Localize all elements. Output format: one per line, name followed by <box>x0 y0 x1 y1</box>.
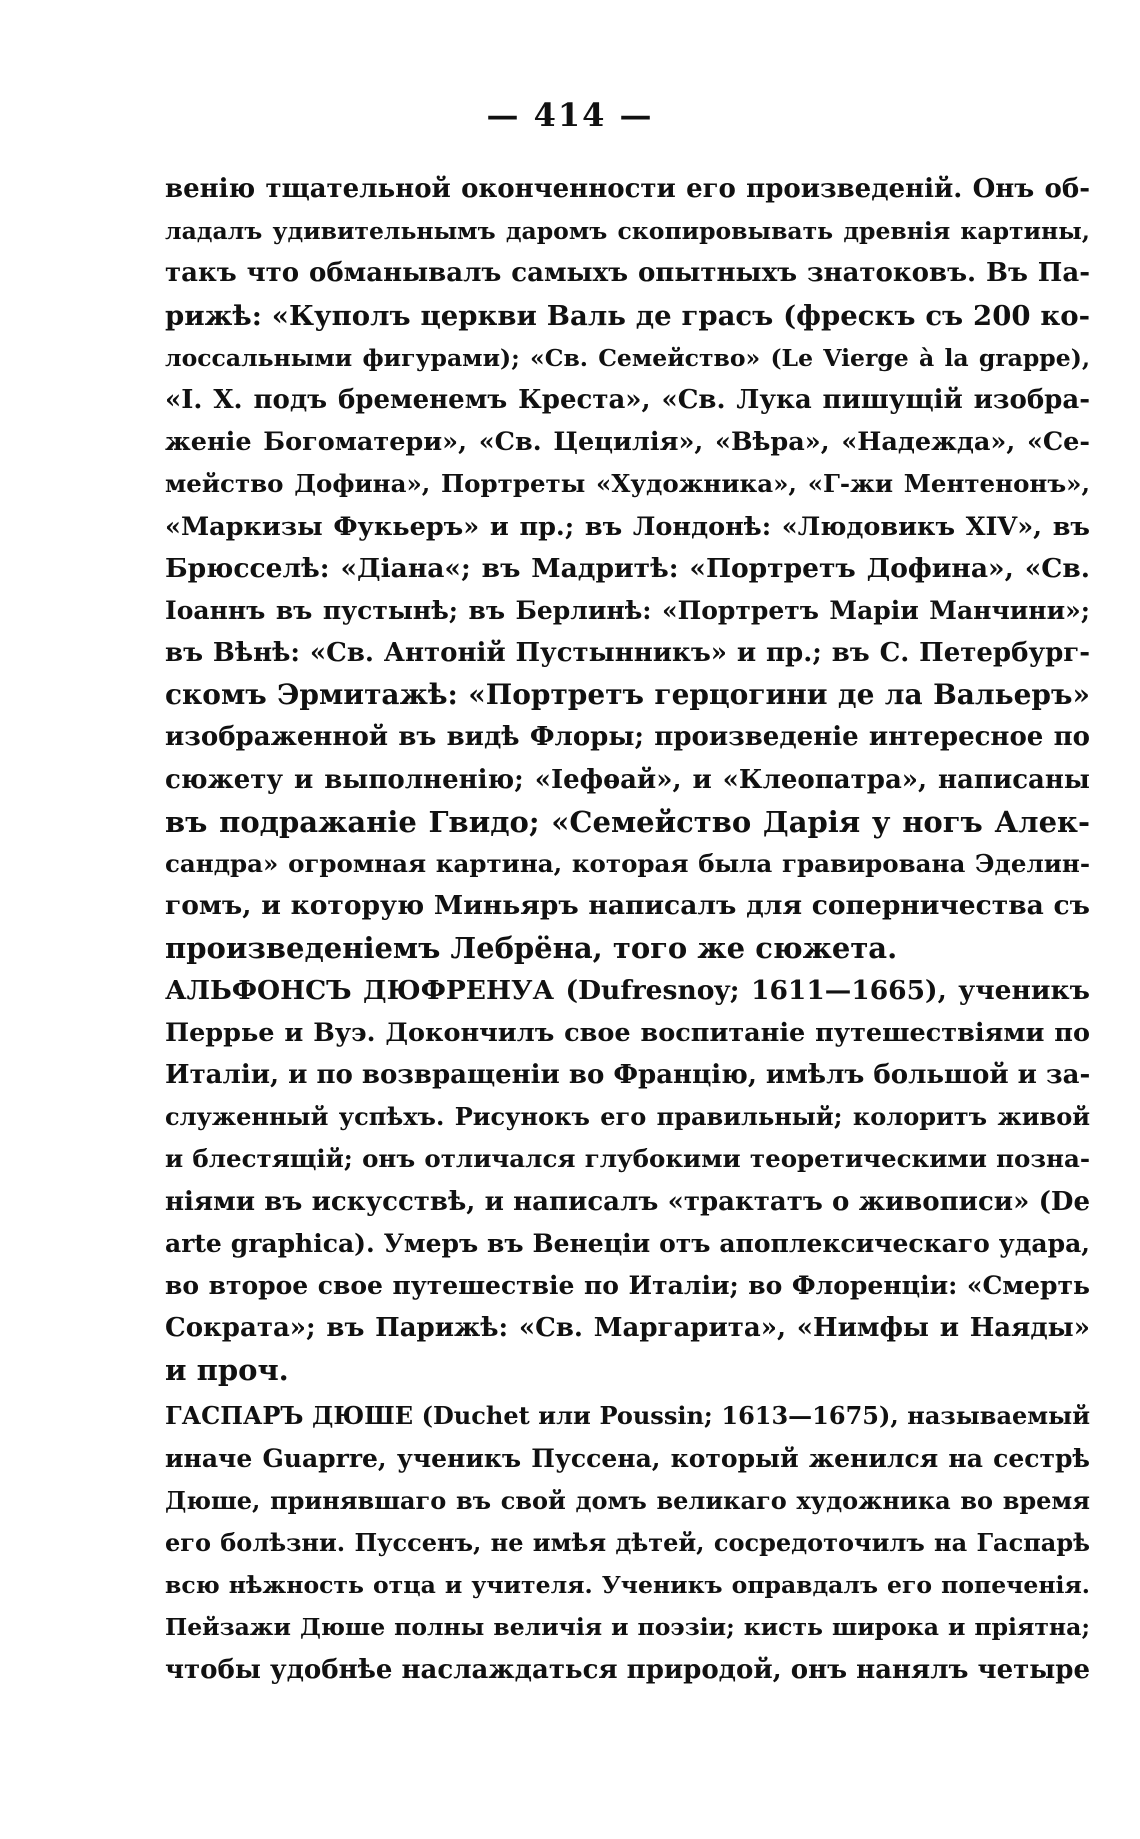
text-line: сюжету и выполненію; «Іефѳай», и «Клеопатра», написаны <box>165 764 1090 795</box>
text-line: служенный успѣхъ. Рисунокъ его правильный; колоритъ живой <box>165 1102 1090 1132</box>
text-line: гомъ, и которую Миньяръ написалъ для соперничества съ <box>165 890 1090 922</box>
text-line: ГАСПАРЪ ДЮШЕ (Duchet или Poussin; 1613—1675), называемый <box>165 1401 1090 1431</box>
text-line: АЛЬФОНСЪ ДЮФРЕНУА (Dufresnoy; 1611—1665), ученикъ <box>165 974 1090 1006</box>
text-line: ніями въ искусствѣ, и написалъ «трактатъ о живописи» (De <box>165 1186 1090 1217</box>
text-line: Пейзажи Дюше полны величія и поэзіи; кисть широка и пріятна; <box>165 1613 1090 1642</box>
text-line: такъ что обманывалъ самыхъ опытныхъ знатоковъ. Въ Па- <box>165 258 1090 289</box>
text-line: «Маркизы Фукьеръ» и пр.; въ Лондонѣ: «Людовикъ XIV», въ <box>165 511 1090 542</box>
text-line: лоссальными фигурами); «Св. Семейство» (Le Vierge à la grappe), <box>165 343 1090 372</box>
text-line: скомъ Эрмитажѣ: «Портретъ герцогини де ла Вальеръ» <box>165 678 1090 712</box>
text-line: «I. X. подъ бременемъ Креста», «Св. Лука пишущій изобра- <box>165 384 1090 415</box>
text-line: ладалъ удивительнымъ даромъ скопировывать древнія картины, <box>165 217 1090 246</box>
text-line: сандра» огромная картина, которая была гравирована Эделин- <box>165 849 1090 878</box>
text-line: иначе Guaprre, ученикъ Пуссена, который женился на сестрѣ <box>165 1443 1090 1473</box>
text-line: всю нѣжность отца и учителя. Ученикъ оправдалъ его попеченія. <box>165 1571 1090 1600</box>
text-line: рижѣ: «Куполъ церкви Валь де грасъ (фрескъ съ 200 ко- <box>165 299 1090 332</box>
text-line: arte graphica). Умеръ въ Венеціи отъ апоплексическаго удара, <box>165 1228 1090 1258</box>
text-line: во второе свое путешествіе по Италіи; во Флоренціи: «Смерть <box>165 1270 1090 1300</box>
text-line: чтобы удобнѣе наслаждаться природой, онъ нанялъ четыре <box>165 1654 1091 1685</box>
text-line: Брюсселѣ: «Діана«; въ Мадритѣ: «Портретъ Дофина», «Св. <box>165 552 1090 584</box>
text-line: его болѣзни. Пуссенъ, не имѣя дѣтей, сосредоточилъ на Гаспарѣ <box>165 1528 1090 1557</box>
text-line: Италіи, и по возвращеніи во Францію, имѣлъ большой и за- <box>165 1059 1091 1090</box>
text-line: произведеніемъ Лебрёна, того же сюжета. <box>165 931 898 966</box>
body-text <box>165 168 1090 1691</box>
text-line: Перрье и Вуэ. Докончилъ свое воспитаніе путешествіями по <box>165 1017 1090 1048</box>
page-number: — 414 — <box>486 96 654 134</box>
text-line: мейство Дофина», Портреты «Художника», «Г-жи Ментенонъ», <box>165 469 1090 499</box>
text-line: въ подражаніе Гвидо; «Семейство Дарія у ногъ Алек- <box>165 804 1090 839</box>
text-line: въ Вѣнѣ: «Св. Антоній Пустынникъ» и пр.; въ С. Петербург- <box>165 638 1090 669</box>
text-line: венію тщательной оконченности его произведеній. Онъ об- <box>165 174 1090 204</box>
text-line: Іоаннъ въ пустынѣ; въ Берлинѣ: «Портретъ Маріи Манчини»; <box>165 595 1090 625</box>
text-line: женіе Богоматери», «Св. Цецилія», «Вѣра», «Надежда», «Се- <box>165 427 1090 458</box>
text-line: Сократа»; въ Парижѣ: «Св. Маргарита», «Нимфы и Наяды» <box>165 1313 1090 1344</box>
text-line: Дюше, принявшаго въ свой домъ великаго художника во время <box>165 1485 1090 1515</box>
text-line: и блестящій; онъ отличался глубокими теоретическими позна- <box>165 1144 1090 1174</box>
text-line: изображенной въ видѣ Флоры; произведеніе интересное по <box>165 722 1090 753</box>
text-line: и проч. <box>165 1353 289 1388</box>
